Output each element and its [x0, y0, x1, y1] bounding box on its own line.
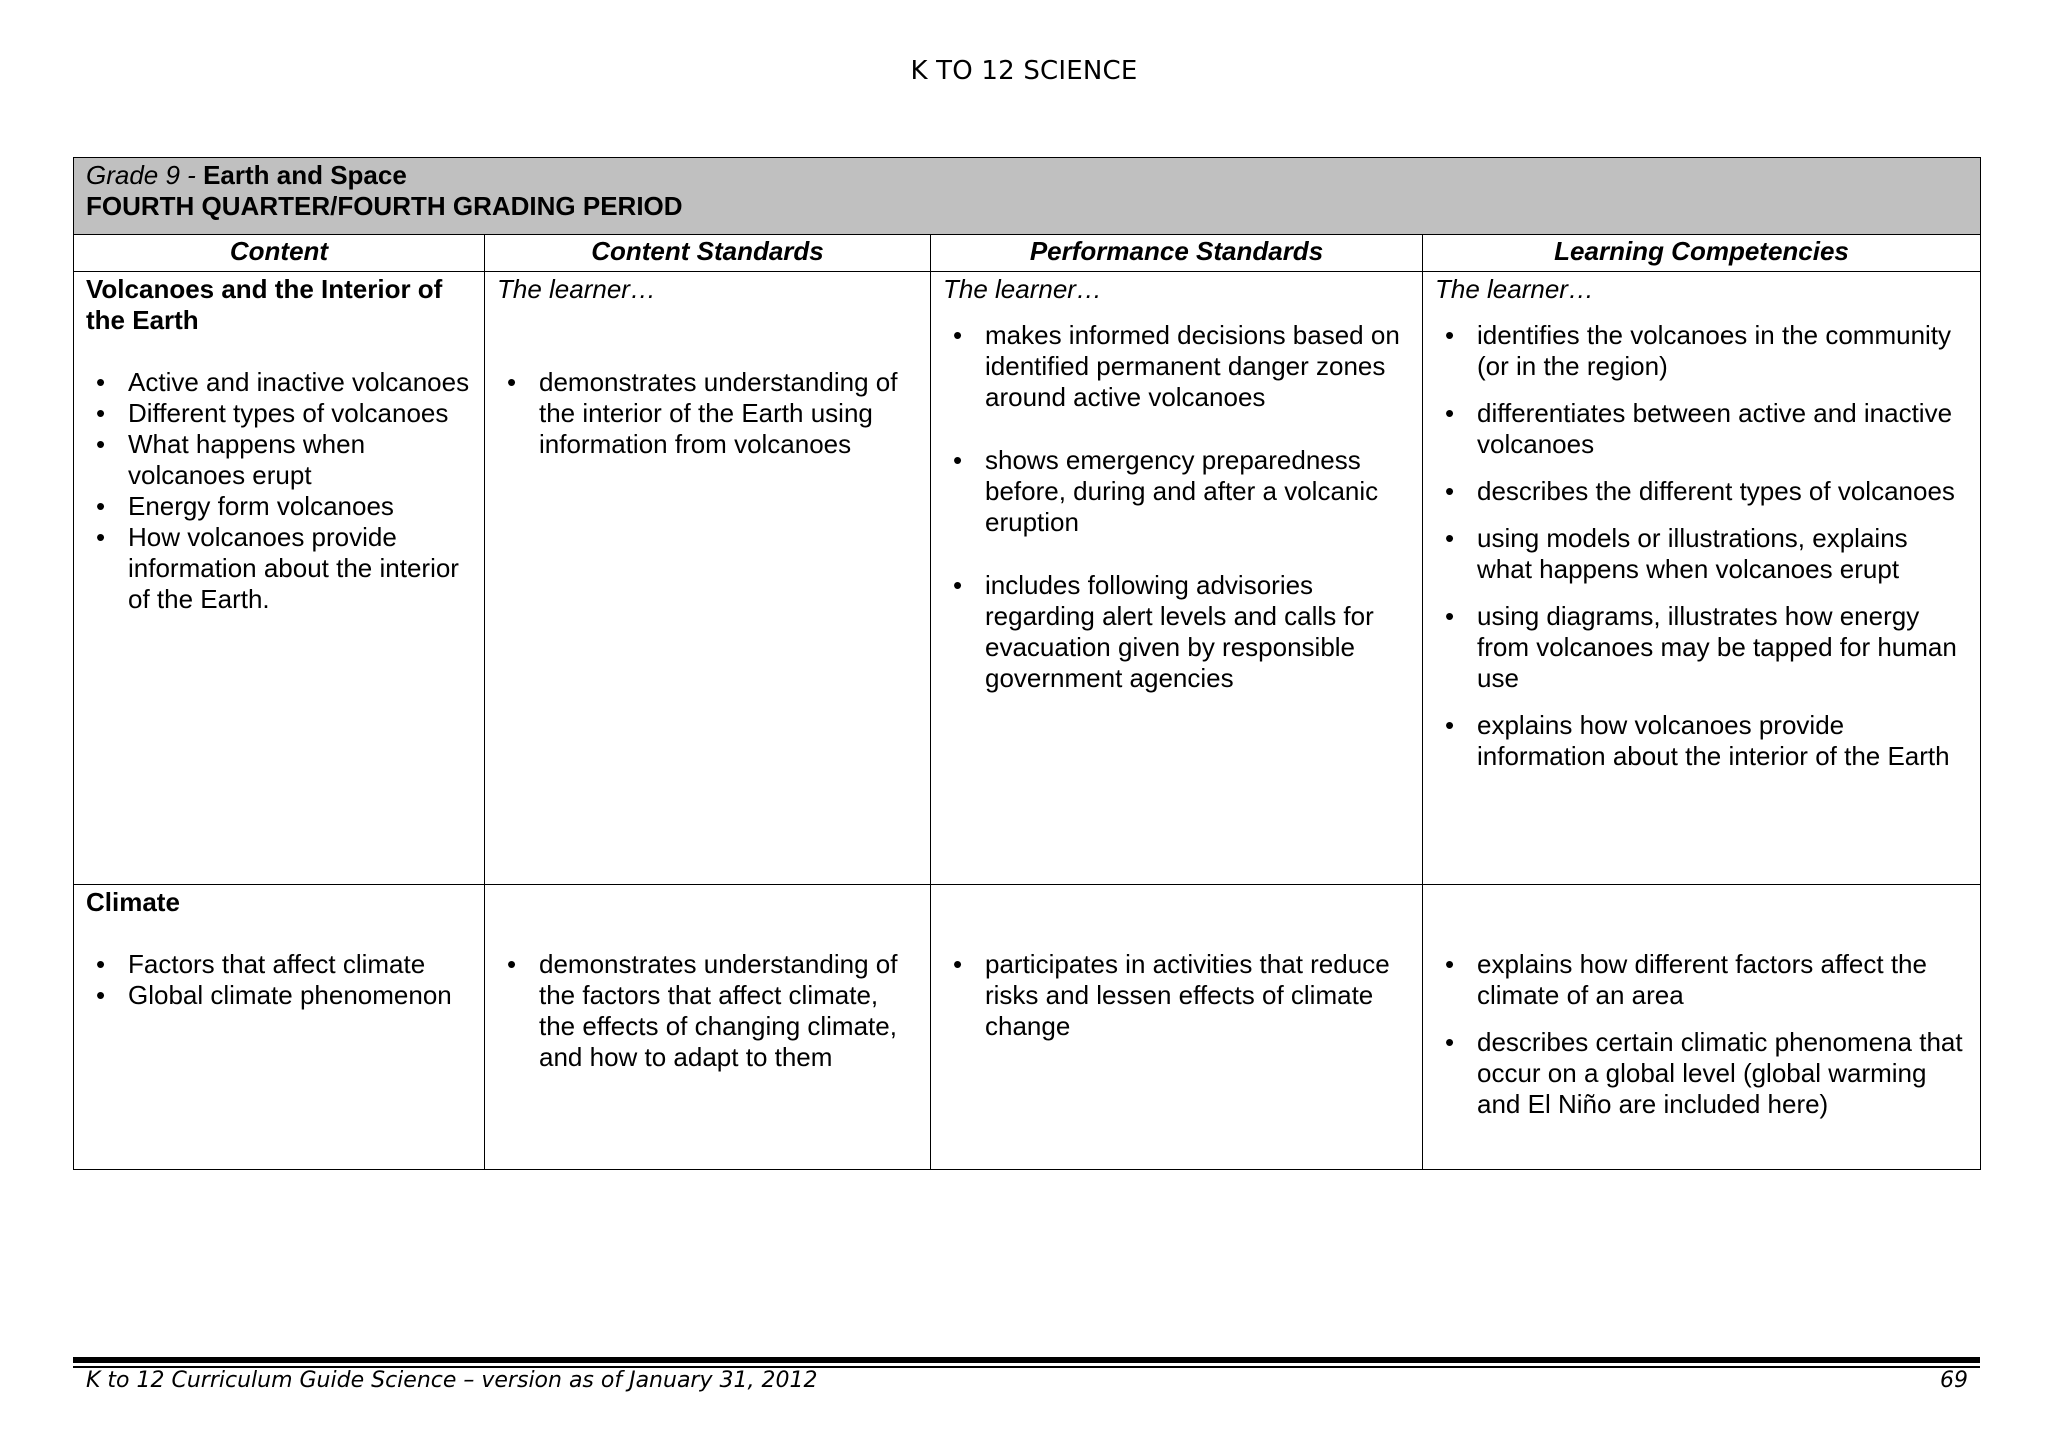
column-header-content: Content [74, 235, 485, 272]
table-row [74, 885, 1981, 1170]
list-item: • describes certain climatic phenomena that occur on a global level (global warming and El Niño are included here) [1477, 1027, 1968, 1120]
list-item: • What happens when volcanoes erupt [128, 429, 472, 491]
content-cell [74, 272, 485, 885]
grade-label: Grade 9 - [86, 160, 204, 190]
list-item: • demonstrates understanding of the interior of the Earth using information from volcanoes [539, 367, 918, 460]
grading-period: FOURTH QUARTER/FOURTH GRADING PERIOD [86, 191, 683, 221]
content-standards-list [497, 367, 918, 460]
performance-standards-list [943, 949, 1410, 1042]
list-item: • participates in activities that reduce risks and lessen effects of climate change [985, 949, 1410, 1042]
content-cell [74, 885, 485, 1170]
list-item: • Different types of volcanoes [128, 398, 472, 429]
learner-label: The learner… [943, 274, 1102, 304]
list-item: • shows emergency preparedness before, during and after a volcanic eruption [985, 445, 1410, 538]
list-item: • includes following advisories regarding alert levels and calls for evacuation given by responsible government agencies [985, 570, 1410, 694]
footer-rule-thick [73, 1357, 1980, 1363]
content-list [86, 949, 472, 1011]
table-title-row [74, 158, 1981, 235]
learning-competencies-list [1435, 320, 1968, 772]
topic-title: Climate [86, 887, 180, 917]
page-header: K TO 12 SCIENCE [910, 56, 1138, 86]
list-item: • demonstrates understanding of the factors that affect climate, the effects of changing climate, and how to adapt to them [539, 949, 918, 1073]
column-header-learning-competencies: Learning Competencies [1423, 235, 1981, 272]
page-number: 69 [1940, 1368, 1968, 1393]
list-item: • using models or illustrations, explains what happens when volcanoes erupt [1477, 523, 1968, 585]
content-standards-list [497, 949, 918, 1073]
learning-competencies-cell [1423, 885, 1981, 1170]
learner-label: The learner… [497, 274, 656, 304]
list-item: • explains how different factors affect the climate of an area [1477, 949, 1968, 1011]
performance-standards-cell [931, 272, 1423, 885]
table-header-row [74, 235, 1981, 272]
strand-label: Earth and Space [203, 160, 407, 190]
column-header-content-standards: Content Standards [485, 235, 931, 272]
list-item: • Active and inactive volcanoes [128, 367, 472, 398]
list-item: • differentiates between active and inactive volcanoes [1477, 398, 1968, 460]
list-item: • Global climate phenomenon [128, 980, 472, 1011]
content-standards-cell [485, 885, 931, 1170]
performance-standards-list [943, 320, 1410, 694]
list-item: • using diagrams, illustrates how energy from volcanoes may be tapped for human use [1477, 601, 1968, 694]
table-row [74, 272, 1981, 885]
content-list [86, 367, 472, 615]
list-item: • identifies the volcanoes in the community (or in the region) [1477, 320, 1968, 382]
grade-line [86, 160, 1968, 191]
list-item: • Energy form volcanoes [128, 491, 472, 522]
list-item: • explains how volcanoes provide information about the interior of the Earth [1477, 710, 1968, 772]
learning-competencies-list [1435, 949, 1968, 1120]
list-item: • Factors that affect climate [128, 949, 472, 980]
topic-title: Volcanoes and the Interior of the Earth [86, 274, 443, 335]
table-title-cell [74, 158, 1981, 235]
curriculum-table [73, 157, 1981, 1170]
performance-standards-cell [931, 885, 1423, 1170]
content-standards-cell [485, 272, 931, 885]
learner-label: The learner… [1435, 274, 1594, 304]
footer-version: K to 12 Curriculum Guide Science – version as of January 31, 2012 [86, 1368, 818, 1393]
learning-competencies-cell [1423, 272, 1981, 885]
list-item: • describes the different types of volcanoes [1477, 476, 1968, 507]
list-item: • makes informed decisions based on identified permanent danger zones around active volcanoes [985, 320, 1410, 413]
column-header-performance-standards: Performance Standards [931, 235, 1423, 272]
list-item: • How volcanoes provide information about the interior of the Earth. [128, 522, 472, 615]
